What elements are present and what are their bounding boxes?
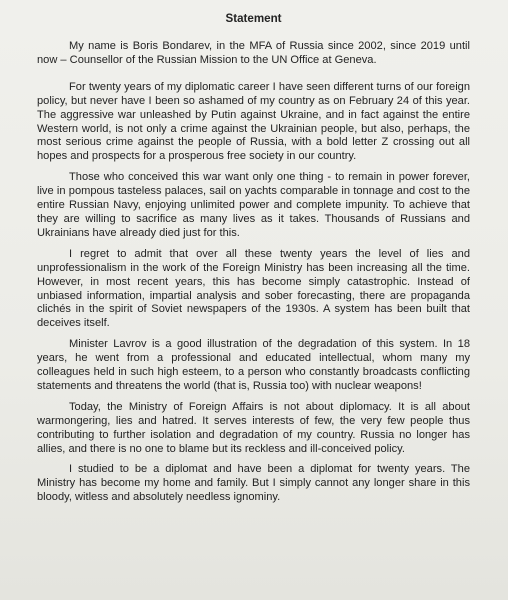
paragraph-conclusion: I studied to be a diplomat and have been a diplomat for twenty years. The Ministry has become my home and family. But I simply cannot any longer share in this bloody, witless and absolutely needless ignominy.: [37, 463, 470, 504]
paragraph-war-motives: Those who conceived this war want only one thing - to remain in power forever, live in pompous tasteless palaces, sail on yachts comparable in tonnage and cost to the entire Russian Navy, enjoying unlimited power and complete impunity. To achieve that they are willing to sacrifice as many lives as it takes. Thousands of Russians and Ukrainians have already died just for this.: [37, 171, 470, 239]
paragraph-introduction: My name is Boris Bondarev, in the MFA of Russia since 2002, since 2019 until now – Counsellor of the Russian Mission to the UN Office at Geneva.: [37, 40, 470, 66]
paragraph-foreign-policy: For twenty years of my diplomatic career I have seen different turns of our foreign policy, but never have I been so ashamed of my country as on February 24 of this year. The aggressive war unleashed by Putin against Ukraine, and in fact against the entire Western world, is not only a crime against the Ukrainian people, but also, perhaps, the most serious crime against the people of Russia, with a bold letter Z crossing out all hopes and prospects for a prosperous free society in our country.: [37, 80, 470, 163]
paragraph-ministry-today: Today, the Ministry of Foreign Affairs is not about diplomacy. It is all about warmongering, lies and hatred. It serves interests of few, the very few people thus contributing to further isolation and degradation of my country. Russia no longer has allies, and there is no one to blame but its reckless and ill-conceived policy.: [37, 400, 470, 455]
statement-title: Statement: [225, 12, 282, 25]
paragraph-ministry-decline: I regret to admit that over all these twenty years the level of lies and unprofessionalism in the work of the Foreign Ministry has been increasing all the time. However, in most recent years, this has become simply catastrophic. Instead of unbiased information, impartial analysis and sober forecasting, there are propaganda clichés in the spirit of Soviet newspapers of the 1930s. A system has been built that deceives itself.: [37, 247, 470, 330]
paragraph-minister-lavrov: Minister Lavrov is a good illustration of the degradation of this system. In 18 years, he went from a professional and educated intellectual, whom many my colleagues held in such high esteem, to a person who constantly broadcasts conflicting statements and threatens the world (that is, Russia too) with nuclear weapons!: [37, 338, 470, 392]
